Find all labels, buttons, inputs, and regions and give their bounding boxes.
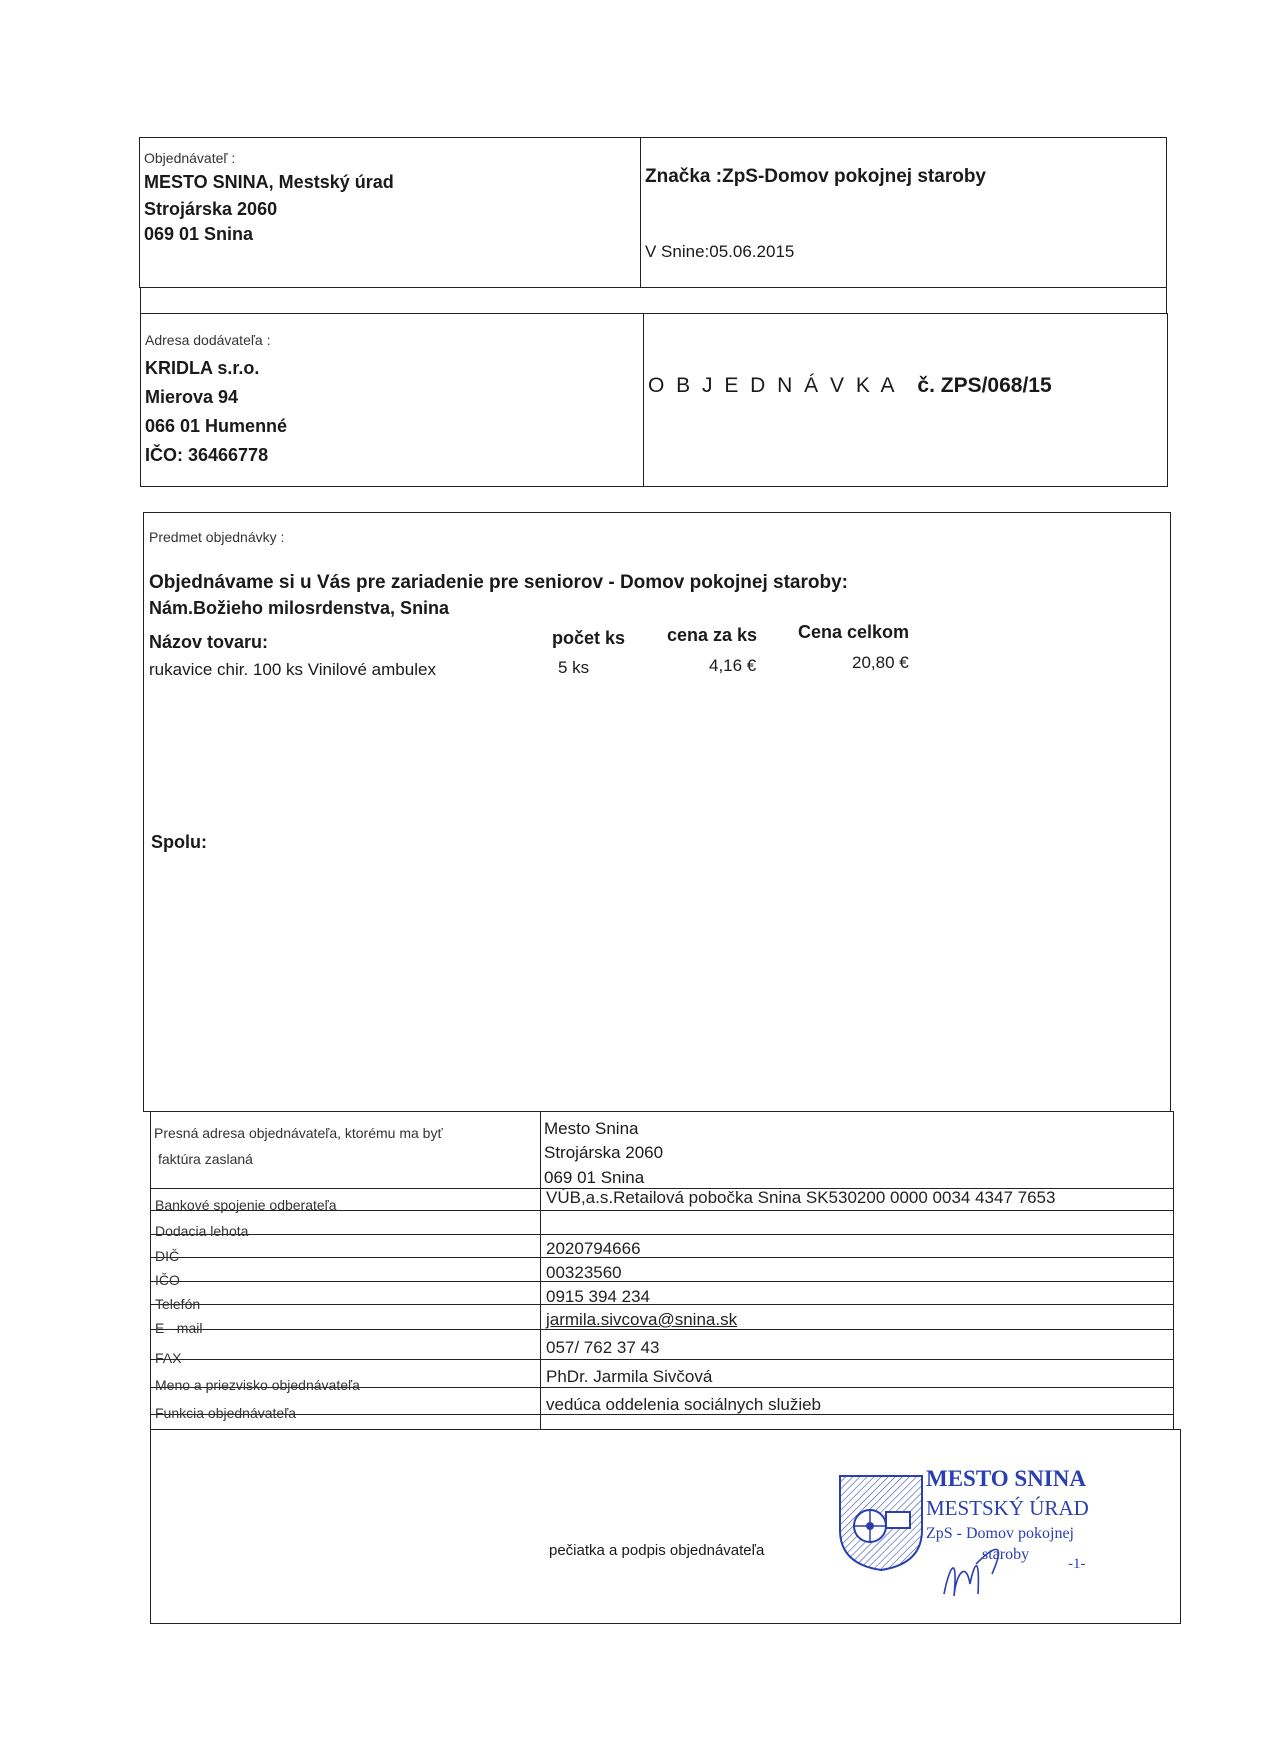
invoice-address-line-1: Mesto Snina xyxy=(544,1119,639,1138)
header-divider xyxy=(640,137,641,288)
order-number: č. ZPS/068/15 xyxy=(917,374,1052,397)
stamp-line-4: staroby xyxy=(982,1546,1030,1563)
detail-value-dic: 2020794666 xyxy=(546,1239,641,1258)
detail-label-delivery: Dodacia lehota xyxy=(155,1223,249,1239)
coat-of-arms-icon xyxy=(836,1472,926,1572)
row-line xyxy=(150,1234,1174,1235)
col-header-name: Názov tovaru: xyxy=(149,632,269,652)
detail-value-phone: 0915 394 234 xyxy=(546,1287,650,1306)
detail-value-bank: VÚB,a.s.Retailová pobočka Snina SK530200 0000 0034 4347 7653 xyxy=(546,1188,1056,1207)
detail-label-bank: Bankové spojenie odberateľa xyxy=(155,1197,337,1213)
orderer-name: MESTO SNINA, Mestský úrad xyxy=(144,172,394,192)
col-header-total: Cena celkom xyxy=(798,622,910,642)
stamp-line-5: -1- xyxy=(1068,1556,1086,1572)
col-header-qty: počet ks xyxy=(552,628,626,648)
supplier-ico: IČO: 36466778 xyxy=(145,445,269,465)
supplier-street: Mierova 94 xyxy=(145,387,239,407)
invoice-address-label-1: Presná adresa objednávateľa, ktorému ma byť xyxy=(154,1125,443,1141)
detail-label-fax: FAX xyxy=(155,1350,182,1366)
item-qty: 5 ks xyxy=(558,658,590,677)
detail-label-function: Funkcia objednávateľa xyxy=(155,1405,297,1421)
supplier-divider xyxy=(643,313,644,487)
detail-label-ico: IČO xyxy=(155,1272,180,1288)
subject-line1: Objednávame si u Vás pre zariadenie pre seniorov - Domov pokojnej staroby: xyxy=(149,572,848,593)
subject-line2: Nám.Božieho milosrdenstva, Snina xyxy=(149,598,450,618)
detail-value-fax: 057/ 762 37 43 xyxy=(546,1338,660,1357)
col-header-unit-price: cena za ks xyxy=(667,625,758,645)
total-label: Spolu: xyxy=(151,832,207,852)
row-line xyxy=(150,1257,1174,1258)
supplier-box xyxy=(140,313,1168,487)
item-name: rukavice chir. 100 ks Vinilové ambulex xyxy=(149,660,436,679)
handwritten-signature xyxy=(936,1524,1046,1604)
details-divider xyxy=(540,1111,541,1430)
detail-value-function: vedúca oddelenia sociálnych služieb xyxy=(546,1395,822,1414)
invoice-address-line-3: 069 01 Snina xyxy=(544,1168,645,1187)
orderer-city: 069 01 Snina xyxy=(144,224,254,244)
detail-value-name: PhDr. Jarmila Sivčová xyxy=(546,1367,713,1386)
detail-label-phone: Telefón xyxy=(155,1296,201,1312)
separator-strip xyxy=(140,287,1167,314)
detail-label-name: Meno a priezvisko objednávateľa xyxy=(155,1377,360,1393)
row-line xyxy=(150,1281,1174,1282)
official-stamp xyxy=(836,1466,1128,1594)
orderer-box xyxy=(139,137,1167,288)
detail-value-email[interactable]: jarmila.sivcova@snina.sk xyxy=(546,1310,738,1329)
row-line xyxy=(150,1359,1174,1360)
supplier-city: 066 01 Humenné xyxy=(145,416,288,436)
invoice-address-label-2: faktúra zaslaná xyxy=(158,1151,253,1167)
row-line xyxy=(150,1304,1174,1305)
signature-label: pečiatka a podpis objednávateľa xyxy=(549,1542,765,1559)
detail-label-dic: DIČ xyxy=(155,1248,180,1264)
order-date: V Snine:05.06.2015 xyxy=(645,242,795,261)
order-mark: Značka :ZpS-Domov pokojnej staroby xyxy=(645,166,986,187)
orderer-street: Strojárska 2060 xyxy=(144,199,278,219)
order-title-word: O B J E D N Á V K A xyxy=(648,374,898,397)
invoice-address-line-2: Strojárska 2060 xyxy=(544,1143,664,1162)
detail-value-ico: 00323560 xyxy=(546,1263,622,1282)
stamp-line-1: MESTO SNINA xyxy=(926,1466,1086,1491)
item-total: 20,80 € xyxy=(852,653,909,672)
supplier-label: Adresa dodávateľa : xyxy=(145,332,271,348)
stamp-line-2: MESTSKÝ ÚRAD xyxy=(926,1496,1089,1520)
subject-label: Predmet objednávky : xyxy=(149,529,285,545)
supplier-name: KRIDLA s.r.o. xyxy=(145,358,260,378)
stamp-line-3: ZpS - Domov pokojnej xyxy=(926,1525,1074,1542)
order-title xyxy=(648,374,1052,398)
orderer-label: Objednávateľ : xyxy=(144,150,236,166)
detail-label-email: E - mail xyxy=(155,1320,203,1336)
item-unit-price: 4,16 € xyxy=(709,656,757,675)
